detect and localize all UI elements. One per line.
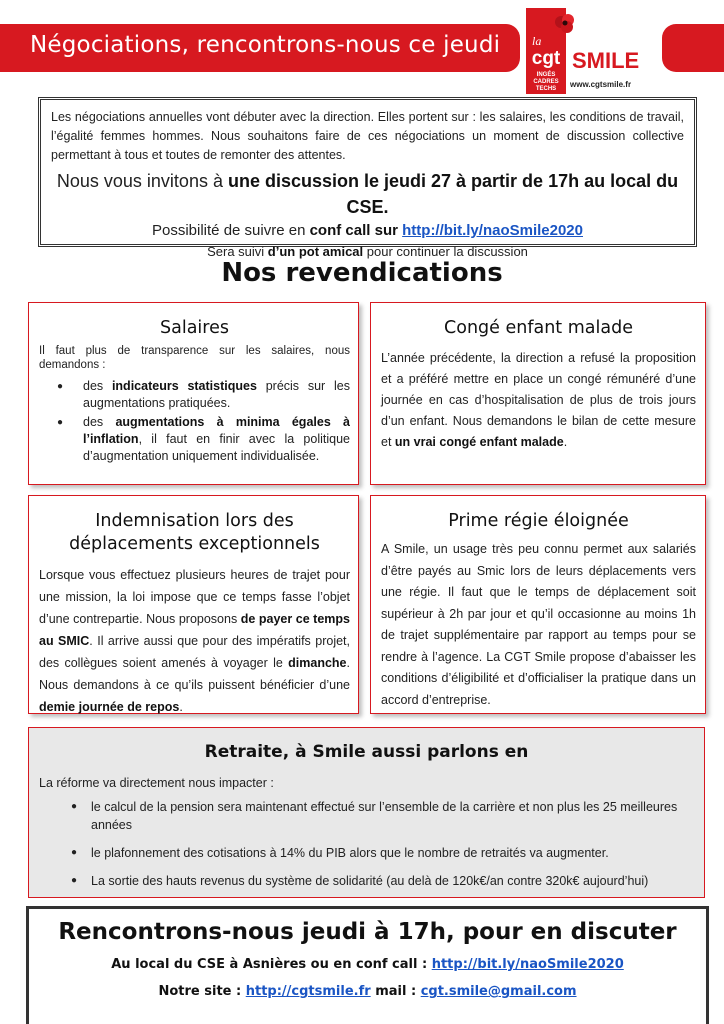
logo-la-text: la	[532, 34, 542, 48]
footer-line1	[29, 957, 706, 972]
indemnisation-title: Indemnisation lors des déplacements exceptionnels	[69, 511, 320, 554]
prime-title: Prime régie éloignée	[448, 511, 629, 531]
title-banner	[0, 24, 520, 72]
footer-line2	[29, 984, 706, 999]
indemnisation-box	[28, 495, 359, 714]
conf-call-link[interactable]: http://bit.ly/naoSmile2020	[402, 222, 583, 239]
conge-title: Congé enfant malade	[444, 318, 633, 338]
indem-t4: .	[179, 700, 183, 714]
prime-box	[370, 495, 706, 714]
invite-post: Possibilité de suivre en	[152, 222, 310, 239]
footer-box	[26, 906, 709, 1024]
list-item: ● le plafonnement des cotisations à 14% du PIB alors que le nombre de retraités va augmenter.	[39, 844, 694, 862]
indem-t1: Lorsque vous effectuez plusieurs heures de trajet pour une mission, la loi impose que ce temps fasse l’objet d’une contrepartie. Nous proposons	[39, 568, 350, 626]
indem-t3: . Nous demandons à ce qu’ils puissent bénéficier d’une	[39, 656, 350, 692]
item-pre: des	[83, 415, 116, 429]
salaires-box	[28, 302, 359, 485]
footer-mail-label: mail :	[370, 984, 421, 999]
logo-cgt-text: cgt	[531, 48, 561, 69]
note-bold: d’un pot amical	[267, 244, 364, 259]
cgt-smile-logo	[524, 8, 656, 96]
section-title: Nos revendications	[221, 258, 503, 288]
list-item: ● le calcul de la pension sera maintenant effectué sur l’ensemble de la carrière et non plus les 25 meilleures années	[39, 798, 694, 834]
indemnisation-text	[39, 564, 350, 718]
salaires-title: Salaires	[160, 318, 229, 338]
prime-text: A Smile, un usage très peu connu permet aux salariés d’être payés au Smic lors de leurs déplacements vers une régie. Il faut que le temps de déplacement soit supérieur à 2h par jour et qu’il occasionne au moins 1h de trajet supplémentaire par rapport au temps pour se rendre à l’agence. La CGT Smile propose d’abaisser les conditions d’éligibilité et d’officialiser la pratique dans un accord d’entreprise.	[381, 542, 696, 707]
salaires-lead: Il faut plus de transparence sur les salaires, nous demandons :	[39, 345, 350, 371]
item-bold: indicateurs statistiques	[111, 379, 257, 393]
list-item	[51, 414, 350, 465]
conge-body: L’année précédente, la direction a refusé la proposition et a préféré mettre en place un congé rémunéré d’une journée en cas d’hospitalisation de plus de trois jours d’un enfant. Nous demandons le bilan de cette mesure et	[381, 351, 696, 449]
footer-line1-text: Au local du CSE à Asnières ou en conf call :	[111, 957, 432, 972]
logo-subtitle: INGÉS CADRES TECHS	[533, 72, 559, 92]
note-post: pour continuer la discussion	[363, 244, 528, 259]
footer-mail-link[interactable]: cgt.smile@gmail.com	[420, 984, 577, 999]
retraite-box	[28, 727, 705, 898]
logo-smile-text: SMILE	[572, 48, 640, 73]
list-item	[51, 378, 350, 412]
indem-b3: demie journée de repos	[39, 700, 180, 714]
item-pre: des	[83, 379, 112, 393]
note-pre: Sera suivi	[207, 244, 268, 259]
invitation-text	[51, 168, 684, 220]
retraite-title: Retraite, à Smile aussi parlons en	[204, 742, 529, 762]
item-post: , il faut en finir avec la politique d’augmentation uniquement individualisée.	[83, 432, 350, 463]
salaires-list	[51, 378, 350, 465]
indem-t2: . Il arrive aussi que pour des impératifs projet, des collègues soient amenés à voyager le	[39, 634, 350, 670]
retraite-lead: La réforme va directement nous impacter :	[39, 776, 274, 790]
poppy-flower-icon	[552, 12, 578, 38]
list-item: ● La sortie des hauts revenus du système de solidarité (au delà de 120k€/an contre 320k€ aujourd’hui)	[39, 872, 694, 890]
banner-right-accent	[662, 24, 724, 72]
logo-site-url: www.cgtsmile.fr	[570, 80, 632, 89]
item-bold: augmentations à minima égales à l’inflation	[83, 415, 350, 446]
invite-bold: une discussion le jeudi 27 à partir de 17h au local du CSE.	[227, 171, 679, 217]
indem-b1: de payer ce temps au SMIC	[39, 612, 350, 648]
retraite-list	[39, 798, 694, 890]
conge-box	[370, 302, 706, 485]
conge-end: .	[563, 435, 568, 449]
invite-bold2: conf call sur	[309, 222, 403, 239]
conf-call-line	[51, 220, 684, 242]
indem-b2: dimanche	[288, 656, 347, 670]
intro-paragraph: Les négociations annuelles vont débuter avec la direction. Elles portent sur : les salaires, les conditions de travail, l’égalité femmes hommes. Nous souhaitons faire de ces négociations un moment de discussion collective permettant à tous et toutes de remonter des attentes.	[51, 110, 684, 162]
footer-site-label: Notre site :	[158, 984, 246, 999]
conge-text	[381, 348, 696, 453]
footer-site-link[interactable]: http://cgtsmile.fr	[245, 984, 371, 999]
page-title: Négociations, rencontrons-nous ce jeudi	[30, 32, 501, 58]
footer-title: Rencontrons-nous jeudi à 17h, pour en discuter	[58, 919, 677, 945]
intro-box	[38, 97, 697, 259]
item-post: précis sur les augmentations pratiquées.	[83, 379, 350, 410]
conge-bold: un vrai congé enfant malade	[394, 435, 564, 449]
invite-pre: Nous vous invitons à	[56, 171, 228, 191]
footer-conf-call-link[interactable]: http://bit.ly/naoSmile2020	[431, 957, 624, 972]
